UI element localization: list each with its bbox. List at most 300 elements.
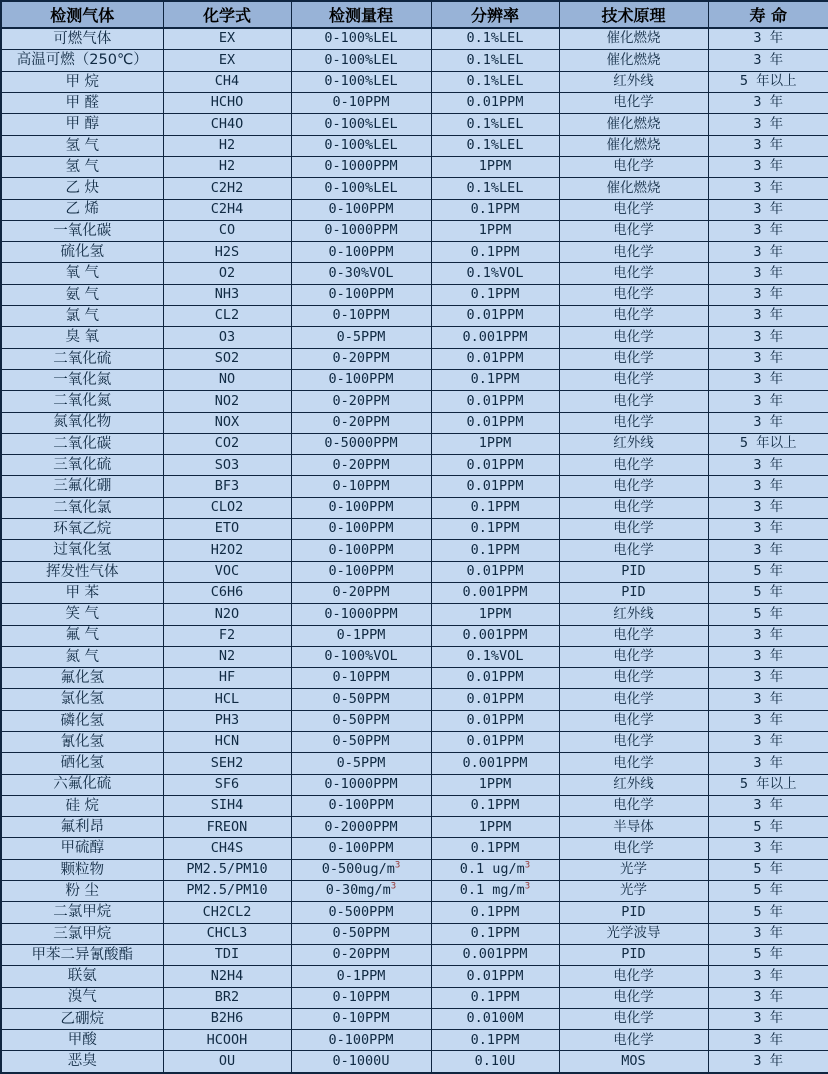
cell-gas: 甲硫醇: [1, 838, 163, 859]
table-row: [1, 561, 828, 582]
cell-gas: 氟利昂: [1, 817, 163, 838]
cell-range: 0-20PPM: [291, 348, 431, 369]
cell-formula: OU: [163, 1051, 291, 1073]
cell-resolution: 0.1%LEL: [431, 178, 559, 199]
table-row: [1, 817, 828, 838]
table-row: [1, 519, 828, 540]
cell-principle: 催化燃烧: [559, 114, 708, 135]
cell-range: 0-100%LEL: [291, 114, 431, 135]
cell-resolution: 0.01PPM: [431, 391, 559, 412]
cell-principle: 电化学: [559, 263, 708, 284]
cell-principle: 电化学: [559, 391, 708, 412]
cell-gas: 乙 炔: [1, 178, 163, 199]
table-row: [1, 327, 828, 348]
cell-gas: 甲 醛: [1, 93, 163, 114]
cell-principle: 光学波导: [559, 923, 708, 944]
cell-formula: NO: [163, 369, 291, 390]
cell-range: 0-50PPM: [291, 689, 431, 710]
cell-gas: 甲 烷: [1, 71, 163, 92]
cell-formula: BR2: [163, 987, 291, 1008]
column-header-range: 检测量程: [291, 1, 431, 28]
cell-lifespan: 3 年: [708, 668, 828, 689]
cell-principle: 电化学: [559, 519, 708, 540]
cell-principle: 电化学: [559, 455, 708, 476]
cell-gas: 二氧化氮: [1, 391, 163, 412]
cell-range: 0-100%LEL: [291, 135, 431, 156]
cell-formula: HF: [163, 668, 291, 689]
superscript-3: 3: [524, 860, 531, 871]
cell-gas: 高温可燃（250℃）: [1, 50, 163, 71]
cell-resolution: 0.1PPM: [431, 284, 559, 305]
cell-gas: 三氯甲烷: [1, 923, 163, 944]
cell-resolution: 0.01PPM: [431, 306, 559, 327]
cell-resolution: 0.1PPM: [431, 540, 559, 561]
cell-formula: HCOOH: [163, 1030, 291, 1051]
cell-range: 0-100PPM: [291, 519, 431, 540]
cell-lifespan: 3 年: [708, 540, 828, 561]
cell-lifespan: 5 年: [708, 604, 828, 625]
cell-formula: H2: [163, 135, 291, 156]
cell-range: 0-20PPM: [291, 944, 431, 965]
table-row: [1, 306, 828, 327]
cell-gas: 氮氧化物: [1, 412, 163, 433]
cell-resolution: 0.001PPM: [431, 327, 559, 348]
cell-lifespan: 3 年: [708, 753, 828, 774]
cell-gas: 二氯甲烷: [1, 902, 163, 923]
cell-range: 0-1PPM: [291, 966, 431, 987]
cell-resolution: 0.01PPM: [431, 93, 559, 114]
cell-range: 0-1PPM: [291, 625, 431, 646]
cell-resolution: 0.001PPM: [431, 625, 559, 646]
cell-principle: 光学: [559, 859, 708, 880]
cell-range: 0-50PPM: [291, 731, 431, 752]
cell-lifespan: 5 年: [708, 881, 828, 902]
cell-lifespan: 3 年: [708, 476, 828, 497]
cell-gas: 氢 气: [1, 135, 163, 156]
table-row: [1, 923, 828, 944]
table-row: [1, 433, 828, 454]
cell-gas: 二氧化硫: [1, 348, 163, 369]
cell-lifespan: 3 年: [708, 50, 828, 71]
cell-lifespan: 5 年以上: [708, 774, 828, 795]
cell-range: 0-100PPM: [291, 242, 431, 263]
cell-formula: SF6: [163, 774, 291, 795]
cell-gas: 乙 烯: [1, 199, 163, 220]
table-row: [1, 455, 828, 476]
cell-range: $0-500ug/m^3$: [291, 859, 431, 880]
cell-principle: 催化燃烧: [559, 28, 708, 50]
cell-resolution: 0.001PPM: [431, 582, 559, 603]
cell-gas: 甲 醇: [1, 114, 163, 135]
cell-range: 0-20PPM: [291, 391, 431, 412]
table-row: [1, 199, 828, 220]
cell-gas: 氮 气: [1, 646, 163, 667]
cell-lifespan: 3 年: [708, 455, 828, 476]
superscript-3: 3: [394, 860, 401, 871]
cell-resolution: 0.01PPM: [431, 412, 559, 433]
table-row: [1, 689, 828, 710]
cell-range: 0-100PPM: [291, 369, 431, 390]
cell-lifespan: 3 年: [708, 1051, 828, 1073]
cell-lifespan: 3 年: [708, 28, 828, 50]
table-row: [1, 28, 828, 50]
cell-formula: C6H6: [163, 582, 291, 603]
table-row: [1, 838, 828, 859]
cell-range: 0-100PPM: [291, 838, 431, 859]
cell-lifespan: 3 年: [708, 838, 828, 859]
table-row: [1, 93, 828, 114]
cell-formula: FREON: [163, 817, 291, 838]
cell-resolution: 0.01PPM: [431, 348, 559, 369]
cell-resolution: 0.1PPM: [431, 497, 559, 518]
cell-principle: PID: [559, 902, 708, 923]
table-row: [1, 881, 828, 902]
cell-principle: 催化燃烧: [559, 178, 708, 199]
cell-formula: EX: [163, 50, 291, 71]
cell-range: 0-500PPM: [291, 902, 431, 923]
cell-principle: 电化学: [559, 306, 708, 327]
cell-resolution: 1PPM: [431, 433, 559, 454]
cell-gas: 氰化氢: [1, 731, 163, 752]
cell-principle: 电化学: [559, 710, 708, 731]
cell-lifespan: 3 年: [708, 646, 828, 667]
cell-formula: HCL: [163, 689, 291, 710]
cell-range: 0-20PPM: [291, 582, 431, 603]
table-row: [1, 50, 828, 71]
cell-range: 0-100PPM: [291, 540, 431, 561]
cell-gas: 挥发性气体: [1, 561, 163, 582]
cell-formula: TDI: [163, 944, 291, 965]
cell-resolution: 0.01PPM: [431, 689, 559, 710]
cell-principle: 红外线: [559, 604, 708, 625]
cell-formula: NO2: [163, 391, 291, 412]
cell-range: 0-100PPM: [291, 199, 431, 220]
cell-formula: CH2CL2: [163, 902, 291, 923]
cell-resolution: 0.1%LEL: [431, 71, 559, 92]
cell-range: 0-100PPM: [291, 497, 431, 518]
cell-gas: 氯化氢: [1, 689, 163, 710]
cell-lifespan: 3 年: [708, 178, 828, 199]
table-row: [1, 753, 828, 774]
cell-lifespan: 3 年: [708, 114, 828, 135]
cell-formula: B2H6: [163, 1008, 291, 1029]
cell-formula: CO: [163, 220, 291, 241]
cell-lifespan: 5 年以上: [708, 433, 828, 454]
cell-formula: CLO2: [163, 497, 291, 518]
cell-principle: 电化学: [559, 327, 708, 348]
cell-resolution: 0.01PPM: [431, 455, 559, 476]
header-row: [1, 1, 828, 28]
cell-range: 0-10PPM: [291, 668, 431, 689]
cell-lifespan: 3 年: [708, 369, 828, 390]
cell-gas: 氟化氢: [1, 668, 163, 689]
cell-lifespan: 3 年: [708, 199, 828, 220]
table-row: [1, 1008, 828, 1029]
table-row: [1, 284, 828, 305]
cell-lifespan: 3 年: [708, 987, 828, 1008]
table-row: [1, 242, 828, 263]
cell-resolution: 1PPM: [431, 156, 559, 177]
cell-principle: 电化学: [559, 220, 708, 241]
cell-formula: H2S: [163, 242, 291, 263]
cell-range: 0-100PPM: [291, 561, 431, 582]
table-row: [1, 220, 828, 241]
cell-resolution: 0.1PPM: [431, 199, 559, 220]
cell-range: 0-1000PPM: [291, 604, 431, 625]
cell-resolution: 0.1PPM: [431, 902, 559, 923]
table-row: [1, 348, 828, 369]
cell-formula: SEH2: [163, 753, 291, 774]
cell-formula: SO3: [163, 455, 291, 476]
cell-range: 0-20PPM: [291, 412, 431, 433]
cell-gas: 溴气: [1, 987, 163, 1008]
cell-range: 0-100%LEL: [291, 28, 431, 50]
table-row: [1, 476, 828, 497]
cell-principle: 电化学: [559, 540, 708, 561]
cell-principle: 光学: [559, 881, 708, 902]
table-row: [1, 114, 828, 135]
cell-formula: NOX: [163, 412, 291, 433]
cell-gas: 甲 苯: [1, 582, 163, 603]
cell-principle: 红外线: [559, 433, 708, 454]
cell-formula: N2: [163, 646, 291, 667]
cell-resolution: 1PPM: [431, 774, 559, 795]
cell-range: 0-100%LEL: [291, 178, 431, 199]
cell-formula: C2H4: [163, 199, 291, 220]
table-row: [1, 156, 828, 177]
cell-lifespan: 3 年: [708, 519, 828, 540]
cell-resolution: 0.1PPM: [431, 1030, 559, 1051]
column-header-lifespan: 寿 命: [708, 1, 828, 28]
cell-lifespan: 3 年: [708, 306, 828, 327]
cell-range: 0-10PPM: [291, 987, 431, 1008]
cell-principle: 电化学: [559, 689, 708, 710]
column-header-gas: 检测气体: [1, 1, 163, 28]
cell-gas: 恶臭: [1, 1051, 163, 1073]
table-row: [1, 412, 828, 433]
cell-principle: PID: [559, 944, 708, 965]
cell-formula: CO2: [163, 433, 291, 454]
cell-range: 0-100PPM: [291, 795, 431, 816]
cell-principle: 电化学: [559, 199, 708, 220]
table-row: [1, 604, 828, 625]
cell-resolution: 0.1 $mg/m^3$: [431, 881, 559, 902]
cell-lifespan: 3 年: [708, 710, 828, 731]
table-row: [1, 178, 828, 199]
cell-formula: PH3: [163, 710, 291, 731]
cell-resolution: 0.1%LEL: [431, 50, 559, 71]
cell-gas: 臭 氧: [1, 327, 163, 348]
cell-gas: 氢 气: [1, 156, 163, 177]
cell-resolution: 0.01PPM: [431, 668, 559, 689]
table-row: [1, 135, 828, 156]
cell-lifespan: 3 年: [708, 412, 828, 433]
cell-range: 0-50PPM: [291, 923, 431, 944]
cell-resolution: 1PPM: [431, 817, 559, 838]
cell-lifespan: 5 年: [708, 902, 828, 923]
cell-range: 0-100%LEL: [291, 71, 431, 92]
cell-resolution: 0.1PPM: [431, 838, 559, 859]
cell-principle: MOS: [559, 1051, 708, 1073]
cell-principle: 电化学: [559, 838, 708, 859]
cell-lifespan: 3 年: [708, 135, 828, 156]
cell-formula: VOC: [163, 561, 291, 582]
cell-formula: CH4S: [163, 838, 291, 859]
cell-lifespan: 3 年: [708, 391, 828, 412]
cell-gas: 一氧化碳: [1, 220, 163, 241]
cell-resolution: 1PPM: [431, 220, 559, 241]
cell-range: 0-10PPM: [291, 1008, 431, 1029]
cell-range: 0-30%VOL: [291, 263, 431, 284]
cell-range: 0-5000PPM: [291, 433, 431, 454]
cell-formula: O2: [163, 263, 291, 284]
cell-resolution: 0.1PPM: [431, 795, 559, 816]
cell-principle: 电化学: [559, 242, 708, 263]
cell-formula: SIH4: [163, 795, 291, 816]
cell-gas: 笑 气: [1, 604, 163, 625]
cell-range: 0-1000PPM: [291, 156, 431, 177]
cell-gas: 磷化氢: [1, 710, 163, 731]
cell-principle: 电化学: [559, 966, 708, 987]
cell-gas: 三氧化硫: [1, 455, 163, 476]
table-row: [1, 944, 828, 965]
cell-resolution: 0.1%LEL: [431, 28, 559, 50]
cell-formula: CH4O: [163, 114, 291, 135]
cell-gas: 乙硼烷: [1, 1008, 163, 1029]
cell-resolution: 0.001PPM: [431, 944, 559, 965]
cell-principle: 电化学: [559, 646, 708, 667]
column-header-formula: 化学式: [163, 1, 291, 28]
cell-resolution: 0.01PPM: [431, 476, 559, 497]
cell-gas: 一氧化氮: [1, 369, 163, 390]
cell-lifespan: 3 年: [708, 923, 828, 944]
cell-resolution: 0.1PPM: [431, 923, 559, 944]
cell-lifespan: 3 年: [708, 284, 828, 305]
cell-resolution: 0.1PPM: [431, 369, 559, 390]
cell-principle: 电化学: [559, 476, 708, 497]
cell-formula: PM2.5/PM10: [163, 859, 291, 880]
cell-range: 0-10PPM: [291, 476, 431, 497]
cell-range: 0-1000PPM: [291, 774, 431, 795]
cell-gas: 甲酸: [1, 1030, 163, 1051]
cell-formula: NH3: [163, 284, 291, 305]
cell-range: 0-10PPM: [291, 306, 431, 327]
cell-principle: 红外线: [559, 774, 708, 795]
cell-lifespan: 3 年: [708, 497, 828, 518]
cell-principle: 电化学: [559, 156, 708, 177]
cell-range: 0-2000PPM: [291, 817, 431, 838]
cell-gas: 环氧乙烷: [1, 519, 163, 540]
cell-gas: 粉 尘: [1, 881, 163, 902]
cell-range: 0-1000PPM: [291, 220, 431, 241]
cell-principle: 电化学: [559, 93, 708, 114]
cell-formula: N2H4: [163, 966, 291, 987]
cell-formula: ETO: [163, 519, 291, 540]
cell-resolution: 0.0100M: [431, 1008, 559, 1029]
cell-formula: F2: [163, 625, 291, 646]
cell-principle: 电化学: [559, 284, 708, 305]
cell-gas: 硫化氢: [1, 242, 163, 263]
cell-lifespan: 3 年: [708, 156, 828, 177]
cell-formula: CH4: [163, 71, 291, 92]
cell-resolution: 0.1%LEL: [431, 135, 559, 156]
table-row: [1, 668, 828, 689]
cell-formula: EX: [163, 28, 291, 50]
cell-lifespan: 3 年: [708, 327, 828, 348]
table-row: [1, 1051, 828, 1073]
cell-range: 0-100PPM: [291, 284, 431, 305]
cell-lifespan: 3 年: [708, 795, 828, 816]
cell-formula: HCN: [163, 731, 291, 752]
cell-principle: 电化学: [559, 497, 708, 518]
table-row: [1, 540, 828, 561]
cell-principle: 红外线: [559, 71, 708, 92]
table-header: [1, 1, 828, 28]
cell-resolution: 1PPM: [431, 604, 559, 625]
cell-principle: 电化学: [559, 987, 708, 1008]
superscript-3: 3: [390, 881, 397, 892]
cell-gas: 甲苯二异氰酸酯: [1, 944, 163, 965]
cell-range: 0-10PPM: [291, 93, 431, 114]
table-row: [1, 966, 828, 987]
cell-gas: 二氧化碳: [1, 433, 163, 454]
cell-principle: 半导体: [559, 817, 708, 838]
cell-resolution: 0.1PPM: [431, 242, 559, 263]
cell-gas: 氨 气: [1, 284, 163, 305]
cell-lifespan: 3 年: [708, 263, 828, 284]
cell-resolution: 0.1PPM: [431, 519, 559, 540]
cell-lifespan: 3 年: [708, 348, 828, 369]
table-row: [1, 646, 828, 667]
cell-principle: 电化学: [559, 795, 708, 816]
cell-range: 0-50PPM: [291, 710, 431, 731]
cell-gas: 硒化氢: [1, 753, 163, 774]
cell-formula: O3: [163, 327, 291, 348]
table-row: [1, 625, 828, 646]
cell-gas: 六氟化硫: [1, 774, 163, 795]
cell-principle: 催化燃烧: [559, 135, 708, 156]
table-row: [1, 795, 828, 816]
table-row: [1, 710, 828, 731]
cell-principle: 电化学: [559, 369, 708, 390]
cell-range: 0-5PPM: [291, 753, 431, 774]
table-row: [1, 369, 828, 390]
cell-resolution: 0.1 $ug/m^3$: [431, 859, 559, 880]
table-row: [1, 731, 828, 752]
cell-formula: H2O2: [163, 540, 291, 561]
column-header-resolution: 分辨率: [431, 1, 559, 28]
cell-lifespan: 3 年: [708, 242, 828, 263]
cell-principle: 催化燃烧: [559, 50, 708, 71]
cell-principle: 电化学: [559, 412, 708, 433]
cell-gas: 可燃气体: [1, 28, 163, 50]
cell-principle: 电化学: [559, 348, 708, 369]
table-row: [1, 774, 828, 795]
cell-gas: 联氨: [1, 966, 163, 987]
table-row: [1, 1030, 828, 1051]
cell-formula: CL2: [163, 306, 291, 327]
cell-resolution: 0.01PPM: [431, 561, 559, 582]
table-row: [1, 987, 828, 1008]
cell-resolution: 0.1%VOL: [431, 646, 559, 667]
cell-lifespan: 5 年以上: [708, 71, 828, 92]
cell-resolution: 0.01PPM: [431, 966, 559, 987]
cell-gas: 硅 烷: [1, 795, 163, 816]
cell-resolution: 0.01PPM: [431, 710, 559, 731]
cell-range: 0-20PPM: [291, 455, 431, 476]
cell-principle: PID: [559, 582, 708, 603]
cell-resolution: 0.001PPM: [431, 753, 559, 774]
